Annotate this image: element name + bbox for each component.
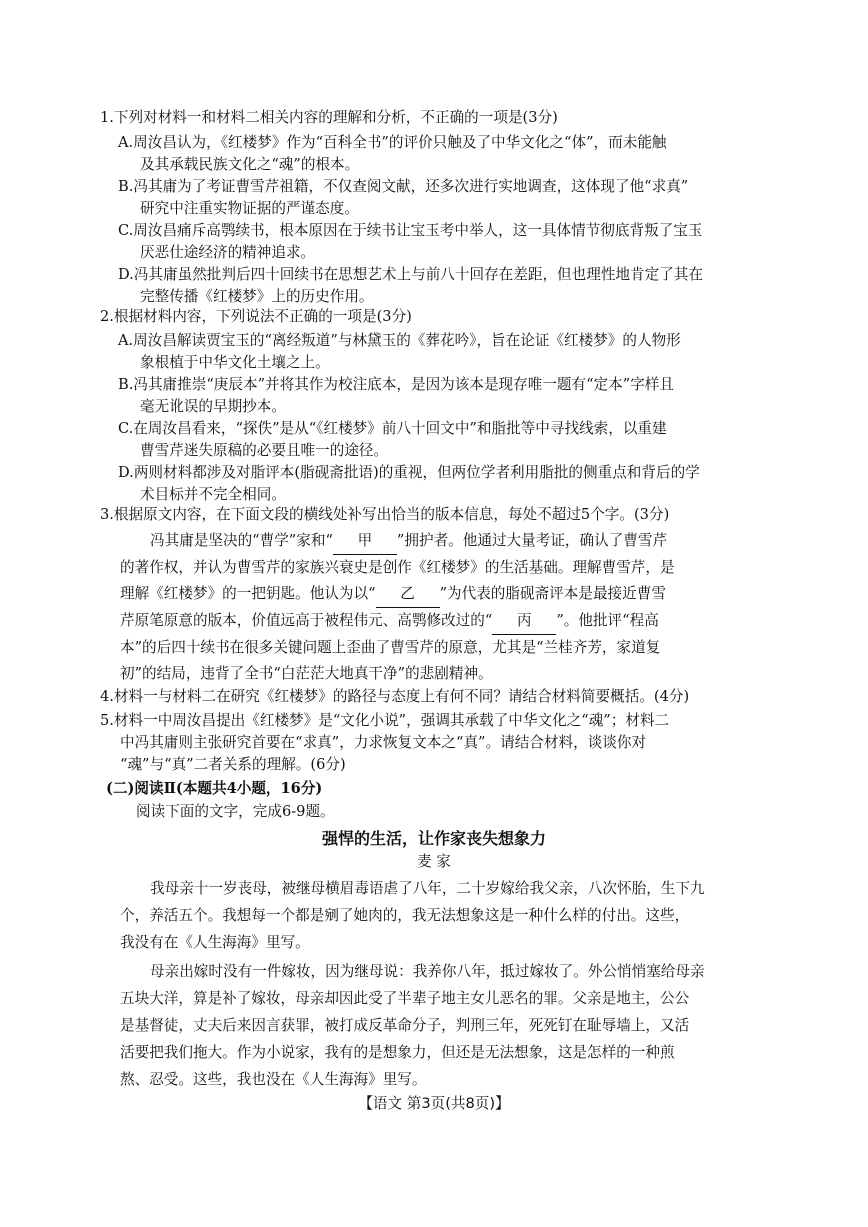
question-1-option-a (118, 132, 770, 176)
question-3-stem: 3.根据原文内容，在下面文段的横线处补写出恰当的版本信息，每处不超过5个字。(3分) (100, 506, 670, 523)
article-paragraph-2 (120, 958, 772, 1093)
option-line: C.在周汝昌看来，“探佚”是从“《红楼梦》前八十回文中”和脂批等中寻找线索，以重建 (118, 420, 667, 437)
question-2-option-b (118, 374, 770, 418)
paragraph-line: 我没有在《人生海海》里写。 (120, 934, 310, 951)
option-line: 象根植于中华文化土壤之上。 (140, 354, 330, 371)
paragraph-line: 我母亲十一岁丧母，被继母横眉毒语虐了八年，二十岁嫁给我父亲，八次怀胎，生下九 (150, 880, 705, 897)
option-line: B.冯其庸推崇“庚辰本”并将其作为校注底本，是因为该本是现存唯一题有“定本”字样且 (118, 376, 674, 393)
section-heading: (二)阅读Ⅱ(本题共4小题，16分) (106, 780, 323, 797)
question-2-option-a (118, 330, 770, 374)
option-line: D.冯其庸虽然批判后四十回续书在思想艺术上与前八十回存在差距，但也理性地肯定了其在 (118, 266, 703, 283)
question-5-line: 中冯其庸则主张研究首要在“求真”，力求恢复文本之“真”。请结合材料，谈谈你对 (120, 734, 647, 751)
passage-line (120, 581, 772, 608)
option-line: 厌恶仕途经济的精神追求。 (140, 244, 316, 261)
passage-text: 理解《红楼梦》的一把钥匙。他认为以“ (120, 585, 376, 602)
question-5-stem (100, 710, 772, 776)
option-line: C.周汝昌痛斥高鹗续书，根本原因在于续书让宝玉考中举人，这一具体情节彻底背叛了宝玉 (118, 222, 703, 239)
passage-text: ”拥护者。他通过大量考证，确认了曹雪芹 (396, 532, 668, 549)
passage-line: 本”的后四十续书在很多关键问题上歪曲了曹雪芹的原意，尤其是“兰桂齐芳，家道复 (120, 639, 661, 656)
option-line: 研究中注重实物证据的严谨态度。 (140, 200, 359, 217)
article-paragraph-1 (120, 875, 772, 956)
page-footer: 【语文 第3页(共8页)】 (358, 1095, 510, 1112)
passage-line (120, 608, 772, 635)
question-5-line: 5.材料一中周汝昌提出《红楼梦》是“文化小说”，强调其承载了中华文化之“魂”；材料二 (100, 712, 670, 729)
option-line: D.两则材料都涉及对脂评本(脂砚斋批语)的重视，但两位学者利用脂批的侧重点和背后的学 (118, 464, 700, 481)
blank-yi: 乙 (376, 581, 440, 608)
option-line: A.周汝昌认为，《红楼梦》作为“百科全书”的评价只触及了中华文化之“体”，而未能触 (118, 134, 667, 151)
article-title: 强悍的生活，让作家丧失想象力 (321, 829, 546, 848)
passage-text: ”。他批评“程高 (556, 612, 659, 629)
question-2-stem: 2.根据材料内容，下列说法不正确的一项是(3分) (100, 308, 412, 325)
question-4-stem: 4.材料一与材料二在研究《红楼梦》的路径与态度上有何不同？请结合材料简要概括。(4分) (100, 688, 690, 705)
paragraph-line: 母亲出嫁时没有一件嫁妆，因为继母说：我养你八年，抵过嫁妆了。外公悄悄塞给母亲 (150, 963, 705, 980)
section-instruction: 阅读下面的文字，完成6-9题。 (136, 803, 335, 820)
question-1-stem: 1.下列对材料一和材料二相关内容的理解和分析，不正确的一项是(3分) (100, 109, 558, 126)
question-2-option-d (118, 462, 770, 506)
option-line: 毫无讹误的早期抄本。 (140, 398, 286, 415)
passage-line: 初”的结局，违背了全书“白茫茫大地真干净”的悲剧精神。 (120, 665, 493, 682)
passage-text: ”为代表的脂砚斋评本是最接近曹雪 (439, 585, 666, 602)
paragraph-line: 熬、忍受。这些，我也没在《人生海海》里写。 (120, 1071, 427, 1088)
blank-jia: 甲 (333, 528, 397, 555)
passage-line (120, 528, 772, 555)
question-5-line: “魂”与“真”二者关系的理解。(6分) (120, 756, 346, 773)
option-line: 术目标并不完全相同。 (140, 486, 286, 503)
option-line: 曹雪芹迷失原稿的必要且唯一的途径。 (140, 442, 389, 459)
question-3-passage (120, 528, 772, 687)
option-line: B.冯其庸为了考证曹雪芹祖籍，不仅查阅文献，还多次进行实地调查，这体现了他“求真” (118, 178, 689, 195)
option-line: 完整传播《红楼梦》上的历史作用。 (140, 288, 374, 305)
passage-text: 冯其庸是坚决的“曹学”家和“ (150, 532, 333, 549)
blank-bing: 丙 (492, 608, 556, 635)
paragraph-line: 活要把我们拖大。作为小说家，我有的是想象力，但还是无法想象，这是怎样的一种煎 (120, 1044, 675, 1061)
paragraph-line: 个，养活五个。我想每一个都是剜了她肉的，我无法想象这是一种什么样的付出。这些， (120, 907, 690, 924)
passage-line: 的著作权，并认为曹雪芹的家族兴衰史是创作《红楼梦》的生活基础。理解曹雪芹，是 (120, 559, 675, 576)
option-line: 及其承载民族文化之“魂”的根本。 (140, 156, 360, 173)
passage-text: 芹原笔原意的版本，价值远高于被程伟元、高鹗修改过的“ (120, 612, 493, 629)
question-1-option-d (118, 264, 770, 308)
question-1-option-c (118, 220, 770, 264)
paragraph-line: 是基督徒，丈夫后来因言获罪，被打成反革命分子，判刑三年，死死钉在耻辱墙上，又活 (120, 1017, 690, 1034)
question-2-option-c (118, 418, 770, 462)
article-author: 麦 家 (417, 853, 451, 870)
paragraph-line: 五块大洋，算是补了嫁妆，母亲却因此受了半辈子地主女儿恶名的罪。父亲是地主，公公 (120, 990, 690, 1007)
option-line: A.周汝昌解读贾宝玉的“离经叛道”与林黛玉的《葬花吟》，旨在论证《红楼梦》的人物形 (118, 332, 681, 349)
question-1-option-b (118, 176, 770, 220)
